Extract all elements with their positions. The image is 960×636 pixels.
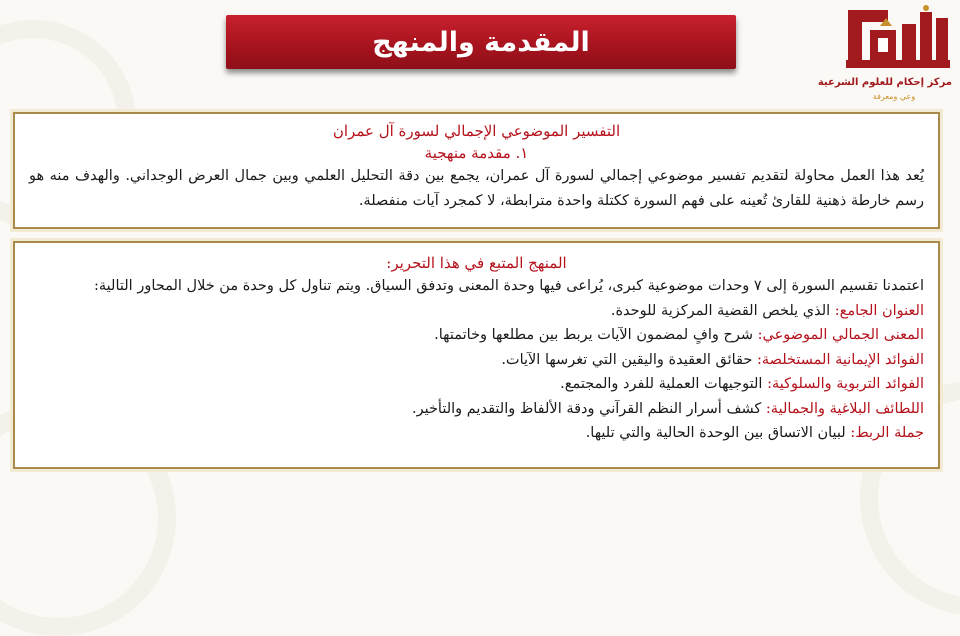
method-item-text: شرح وافٍ لمضمون الآيات يربط بين مطلعها وخاتمتها. [434,327,758,343]
logo-mark-icon [840,4,956,76]
logo-tagline: وعي ومعرفة [872,92,916,101]
method-item-label: الفوائد الإيمانية المستخلصة: [756,351,924,368]
intro-subheading: ١. مقدمة منهجية [424,144,529,162]
method-item-text: حقائق العقيدة واليقين التي تغرسها الآيات. [501,351,757,368]
intro-paragraph: يُعد هذا العمل محاولة لتقديم تفسير موضوعي إجمالي لسورة آل عمران، يجمع بين دقة التحليل العلمي وبين جمال العرض الوجداني. والهدف منه هو رسم خارطة ذهنية للقارئ تُعينه على فهم السورة ككتلة واحدة مترابطة، لا كمجرد آيات منفصلة. [29,168,924,209]
method-item [15,397,938,422]
method-item [15,421,938,446]
logo [817,4,956,104]
intro-box [13,112,940,229]
method-intro: اعتمدنا تقسيم السورة إلى ٧ وحدات موضوعية كبرى، يُراعى فيها وحدة المعنى وتدفق السياق. ويتم تناول كل وحدة من خلال المحاور التالية: [94,278,924,294]
method-item [15,299,938,324]
method-box [13,241,940,469]
intro-heading: التفسير الموضوعي الإجمالي لسورة آل عمران [332,122,621,140]
method-item-label: جملة الربط: [850,425,924,441]
title-banner [226,15,736,69]
method-item [15,348,938,373]
method-item-label: العنوان الجامع: [834,302,924,319]
method-item-text: التوجيهات العملية للفرد والمجتمع. [560,376,768,392]
method-item-label: الفوائد التربوية والسلوكية: [767,376,924,392]
method-item-text: كشف أسرار النظم القرآني ودقة الألفاظ والتقديم والتأخير. [411,400,766,417]
logo-name: مركز إحكام للعلوم الشرعية [817,77,952,88]
method-item [15,372,938,397]
method-heading: المنهج المتبع في هذا التحرير: [386,254,567,272]
method-item [15,323,938,348]
method-item-label: اللطائف البلاغية والجمالية: [765,400,924,417]
method-item-label: المعنى الجمالي الموضوعي: [757,327,924,343]
method-item-text: الذي يلخص القضية المركزية للوحدة. [610,302,835,319]
page-title: المقدمة والمنهج [372,26,590,58]
method-item-text: لبيان الاتساق بين الوحدة الحالية والتي تليها. [585,425,851,441]
